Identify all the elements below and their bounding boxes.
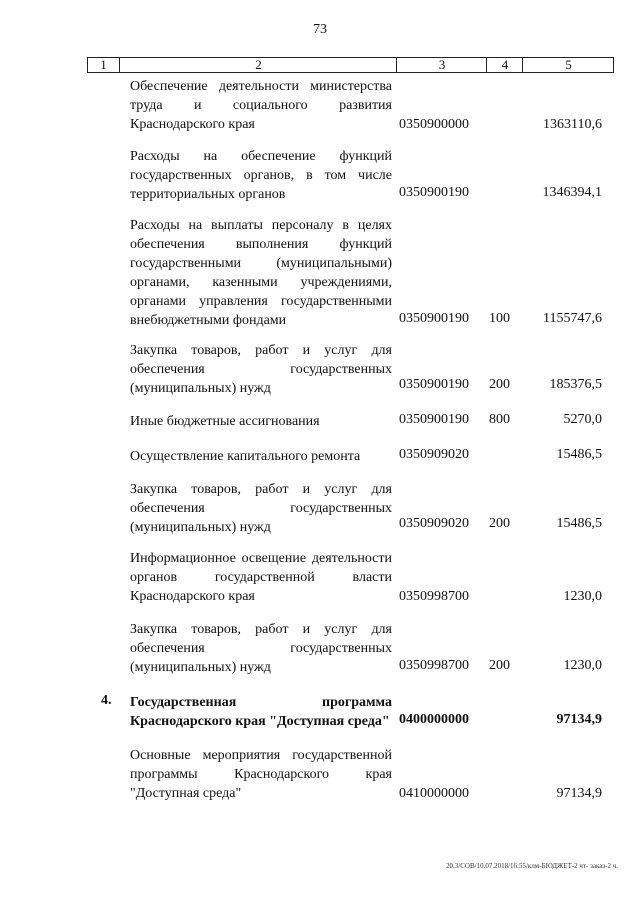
row-text: Расходы на обеспечение функций государственных органов, в том числе территориальных органов	[130, 149, 392, 202]
row-amount: 185376,5	[549, 377, 602, 392]
row-code: 0350998700	[399, 658, 469, 673]
row-code: 0350900190	[399, 412, 469, 427]
row-code: 0350998700	[399, 589, 469, 604]
row-text: Закупка товаров, работ и услуг для обеспечения государственных (муниципальных) нужд	[130, 482, 392, 535]
row-amount: 1230,0	[563, 589, 602, 604]
row-amount: 15486,5	[556, 447, 602, 462]
row-code: 0350909020	[399, 447, 469, 462]
row-vr: 100	[489, 311, 510, 326]
footer-stamp: 20.3/СОВ/10.07.2018/16:55/клм-БЮДЖЕТ-2 чт- заказ-2 ч.	[446, 862, 618, 870]
row-amount: 97134,9	[556, 712, 602, 727]
header-col-1: 1	[100, 57, 107, 72]
row-amount: 5270,0	[563, 412, 602, 427]
row-number: 4.	[101, 693, 112, 708]
row-vr: 200	[489, 377, 510, 392]
table-header	[87, 57, 614, 73]
row-text: Расходы на выплаты персоналу в целях обеспечения выполнения функций государственными (муниципальными) органами, казенными учреждениями, органами управления государственными внебюджетными фондами	[130, 218, 392, 328]
row-amount: 1363110,6	[543, 117, 602, 132]
header-col-4: 4	[486, 58, 523, 72]
row-code: 0410000000	[399, 786, 469, 801]
header-col-5: 5	[522, 58, 614, 72]
row-code: 0350900000	[399, 117, 469, 132]
row-code: 0350900190	[399, 185, 469, 200]
header-col-3: 3	[396, 58, 487, 72]
header-col-2: 2	[119, 58, 397, 72]
row-code: 0350900190	[399, 377, 469, 392]
row-vr: 800	[489, 412, 510, 427]
row-code: 0350900190	[399, 311, 469, 326]
row-amount: 1230,0	[563, 658, 602, 673]
row-text: Государственная программа Краснодарского края "Доступная среда"	[130, 695, 392, 729]
row-amount: 15486,5	[556, 516, 602, 531]
row-vr: 200	[489, 516, 510, 531]
row-code: 0350909020	[399, 516, 469, 531]
row-amount: 97134,9	[556, 786, 602, 801]
row-text: Иные бюджетные ассигнования	[130, 414, 320, 429]
row-text: Закупка товаров, работ и услуг для обеспечения государственных (муниципальных) нужд	[130, 622, 392, 675]
row-text: Информационное освещение деятельности органов государственной власти Краснодарского края	[130, 551, 392, 604]
row-amount: 1155747,6	[543, 311, 602, 326]
row-vr: 200	[489, 658, 510, 673]
row-amount: 1346394,1	[542, 185, 602, 200]
row-text: Основные мероприятия государственной программы Краснодарского края "Доступная среда"	[130, 748, 392, 801]
row-text: Закупка товаров, работ и услуг для обеспечения государственных (муниципальных) нужд	[130, 343, 392, 396]
row-text: Осуществление капитального ремонта	[130, 449, 361, 464]
row-code: 0400000000	[399, 712, 469, 727]
page-number: 73	[313, 22, 327, 37]
row-text: Обеспечение деятельности министерства труда и социального развития Краснодарского края	[130, 79, 392, 132]
